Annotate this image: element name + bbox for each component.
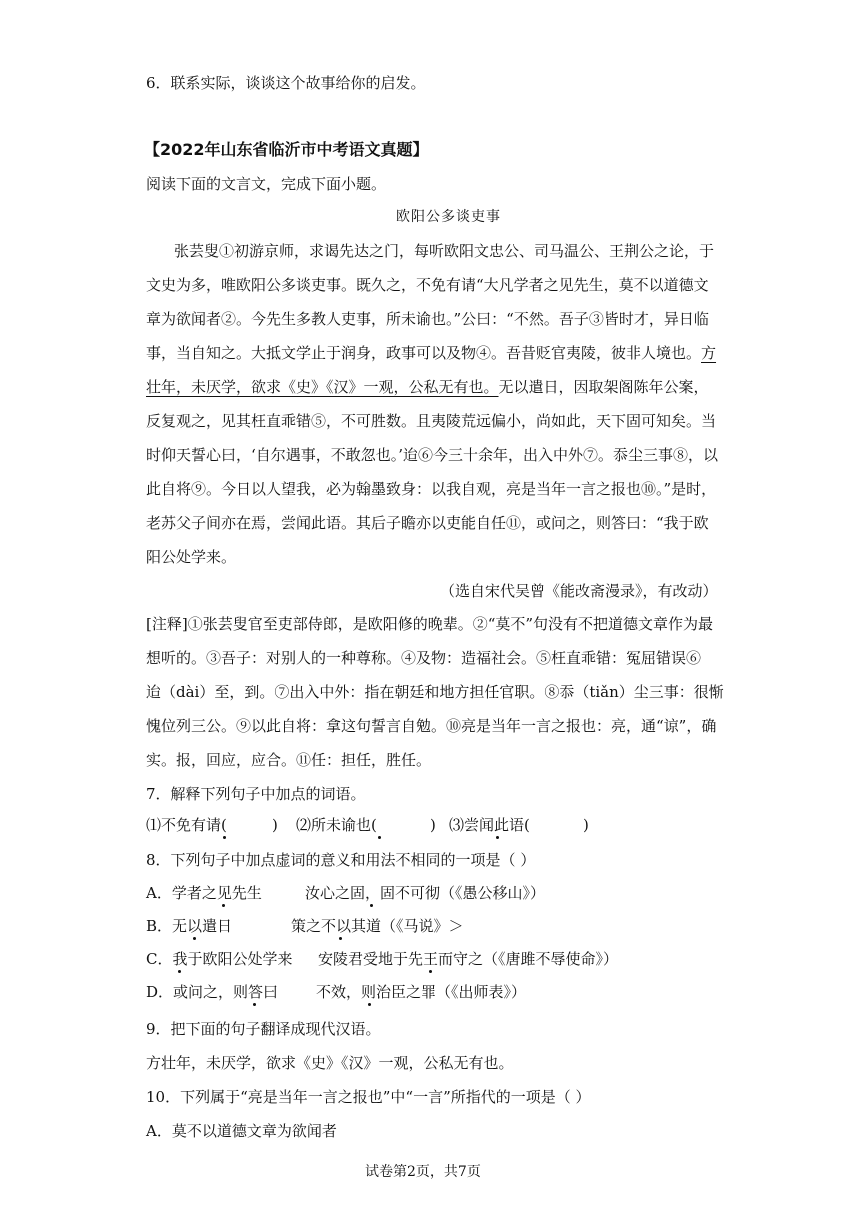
emphasis-dot [222,904,225,907]
passage-line: 文史为多，唯欧阳公多谈吏事。既久之，不免有请“大凡学者之见先生，莫不以道德文 [146,276,709,294]
question-6: 6．联系实际，谈谈这个故事给你的启发。 [146,74,426,92]
passage-line: 章为欲闻者②。今先生多教人吏事，所未谕也。”公曰：“不然。吾子③皆时才，异日临 [146,310,709,328]
q9-sentence: 方壮年，未厌学，欲求《史》《汉》一观，公私无有也。 [146,1054,514,1072]
note-line: 实。报，回应，应合。⑪任：担任，胜任。 [146,751,432,769]
q8-option-d-left: D．或问之，则答曰 [146,983,279,1001]
passage-title: 欧阳公多谈吏事 [396,209,501,225]
q8-option-c-left: C．我于欧阳公处学来 [146,950,293,968]
emphasis-dot [253,1003,256,1006]
q8-option-c-right: 安陵君受地于先王而守之（《唐雎不辱使命》） [318,950,619,968]
passage-line: 老苏父子间亦在焉，尝闻此语。其后子瞻亦以吏能自任⑪，或问之，则答曰：“我于欧 [146,514,709,532]
passage-line: 此自将⑨。今日以人望我，必为翰墨致身：以我自观，亮是当年一言之报也⑩。”是时， [146,480,717,498]
note-line: 愧位列三公。⑨以此自将：拿这句誓言自勉。⑩亮是当年一言之报也：亮，通“谅”，确 [146,717,717,735]
q7-item-1: ⑴不免有请( [146,816,227,834]
emphasis-dot [429,970,432,973]
q8-option-a-right: 汝心之固，固不可彻（《愚公移山》） [305,884,546,902]
q8-option-b-right: 策之不以其道（《马说》＞ [291,917,464,935]
q7-item-3-close: ) [583,816,589,834]
q8-option-d-right: 不效，则治臣之罪（《出师表》） [316,983,527,1001]
passage-line [146,377,709,397]
instruction: 阅读下面的文言文，完成下面小题。 [146,175,387,193]
emphasis-dot [370,904,373,907]
underlined-sentence: 壮年，未厌学，欲求《史》《汉》一观，公私无有也。 [146,378,499,396]
q8-option-b-left: B．无以遣日 [146,917,233,935]
passage-line: 阳公处学来。 [146,548,237,566]
note-line: 想听的。③吾子：对别人的一种尊称。④及物：造福社会。⑤枉直乖错：冤屈错误⑥ [146,649,702,667]
emphasis-dot [496,836,499,839]
emphasis-dot [193,937,196,940]
passage-line: 张芸叟①初游京师，求谒先达之门，每听欧阳文忠公、司马温公、王荆公之论，于 [174,242,715,260]
passage-line-text: 事，当自知之。大抵文学止于润身，政事可以及物④。吾昔贬官夷陵，彼非人境也。 [146,344,702,362]
passage-line [146,343,716,363]
section-title: 【2022年山东省临沂市中考语文真题】 [144,140,429,159]
passage-line: 时仰天誓心曰，‘自尔遇事，不敢忽也。’迨⑥今三十余年，出入中外⑦。忝尘三事⑧，以 [146,446,719,464]
q7-item-1-close: ) [272,816,278,834]
emphasis-dot [178,970,181,973]
q10-option-a: A．莫不以道德文章为欲闻者 [146,1122,337,1140]
underlined-sentence-start: 方 [701,344,717,362]
q7-item-2: ⑵所未谕也( [296,816,377,834]
passage-line: 反复观之，见其枉直乖错⑤，不可胜数。且夷陵荒远偏小，尚如此，天下固可知矣。当 [146,412,717,430]
q7-item-2-close: ) [430,816,436,834]
page-footer: 试卷第2页，共7页 [365,1164,481,1180]
emphasis-dot [378,836,381,839]
passage-line-text: 无以遣日，因取架阁陈年公案， [498,378,709,396]
question-8: 8．下列句子中加点虚词的意义和用法不相同的一项是（ ） [146,851,536,869]
note-line: [注释]①张芸叟官至吏部侍郎，是欧阳修的晚辈。②“莫不”句没有不把道德文章作为最 [146,615,714,633]
source-citation: （选自宋代吴曾《能改斋漫录》，有改动） [440,582,718,600]
emphasis-dot [368,1003,371,1006]
emphasis-dot [339,937,342,940]
q8-option-a-left: A．学者之见先生 [146,884,262,902]
q7-item-3: ⑶尝闻此语( [449,816,530,834]
emphasis-dot [223,836,226,839]
question-10: 10．下列属于“亮是当年一言之报也”中“一言”所指代的一项是（ ） [146,1088,591,1106]
note-line: 迨（dài）至，到。⑦出入中外：指在朝廷和地方担任官职。⑧忝（tiǎn）尘三事：很惭 [146,683,724,701]
question-9: 9．把下面的句子翻译成现代汉语。 [146,1020,381,1038]
question-7: 7．解释下列句子中加点的词语。 [146,785,366,803]
